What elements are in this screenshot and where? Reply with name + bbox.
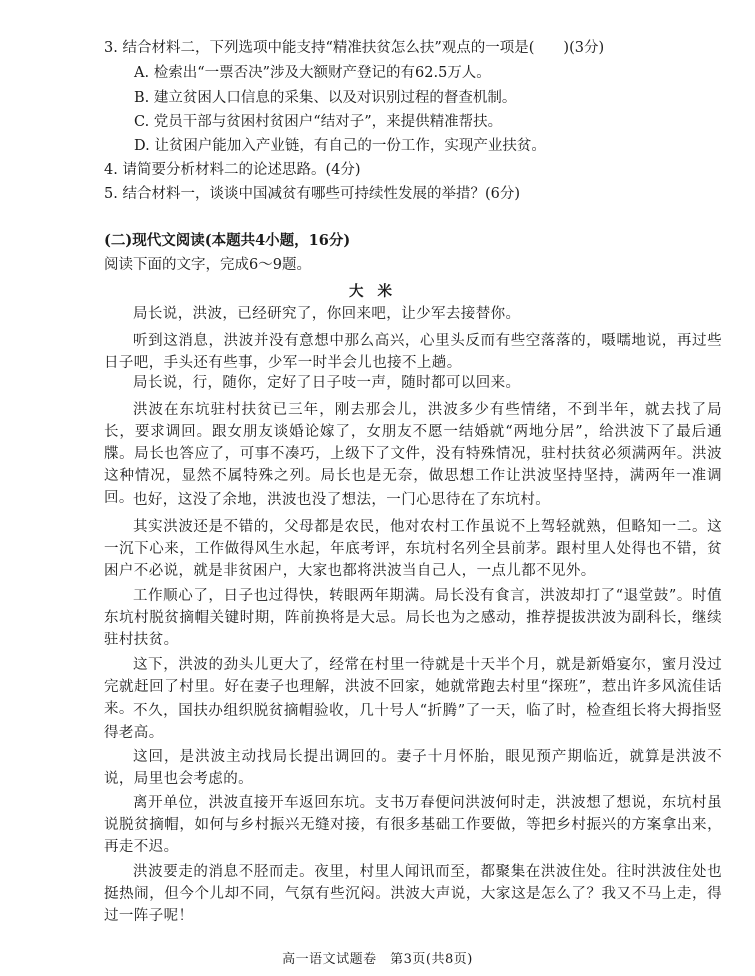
question-3: 3. 结合材料二，下列选项中能支持“精准扶贫怎么扶”观点的一项是( )(3分) <box>104 40 605 56</box>
option-d: D. 让贫困户能加入产业链，有自己的一份工作，实现产业扶贫。 <box>134 138 546 154</box>
question-5: 5. 结合材料一，谈谈中国减贫有哪些可持续性发展的举措？(6分) <box>104 186 520 202</box>
paragraph-7: 工作顺心了，日子也过得快，转眼两年期满。局长没有食言，洪波却打了“退堂鼓”。时值东坑村脱贫摘帽关键时期，阵前换将是大忌。局长也为之感动，推荐提拔洪波为副科长，继续驻村扶贫。 <box>104 588 722 648</box>
paragraph-8: 这下，洪波的劲头儿更大了，经常在村里一待就是十天半个月，就是新婚宴尔，蜜月没过完就赶回了村里。好在妻子也理解，洪波不回家，她就常跑去村里“探班”，惹出许多风流佳话来。 <box>104 657 722 717</box>
page-footer: 高一语文试题卷 第3页(共8页) <box>282 952 473 967</box>
option-b: B. 建立贫困人口信息的采集、以及对识别过程的督查机制。 <box>134 90 517 106</box>
section-heading: (二)现代文阅读(本题共4小题，16分) <box>104 232 351 249</box>
paragraph-11: 离开单位，洪波直接开车返回东坑。支书万春便问洪波何时走，洪波想了想说，东坑村虽说脱贫摘帽，如何与乡村振兴无缝对接，有很多基础工作要做，等把乡村振兴的方案拿出来，再走不迟。 <box>104 795 722 855</box>
paragraph-9: 不久，国扶办组织脱贫摘帽验收，几十号人“折腾”了一天，临了时，检查组长将大拇指竖得老高。 <box>104 703 722 741</box>
option-a: A. 检索出“一票否决”涉及大额财产登记的有62.5万人。 <box>134 65 491 81</box>
paragraph-12: 洪波要走的消息不胫而走。夜里，村里人闻讯而至，都聚集在洪波住处。往时洪波住处也挺热闹，但今个儿却不同，气氛有些沉闷。洪波大声说，大家这是怎么了？我又不马上走，得过一阵子呢！ <box>104 864 722 924</box>
option-c: C. 党员干部与贫困村贫困户“结对子”，来提供精准帮扶。 <box>134 114 503 130</box>
paragraph-4: 洪波在东坑驻村扶贫已三年，刚去那会儿，洪波多少有些情绪，不到半年，就去找了局长，要求调回。跟女朋友谈婚论嫁了，女朋友不愿一结婚就“两地分居”，给洪波下了最后通牒。局长也答应了，可事不凑巧，上级下了文件，没有特殊情况，驻村扶贫必须满两年。洪波这种情况，显然不属特殊之列。局长也是无奈，做思想工作让洪波坚持坚持，满两年一准调回。 <box>104 402 722 506</box>
paragraph-10: 这回，是洪波主动找局长提出调回的。妻子十月怀胎，眼见预产期临近，就算是洪波不说，局里也会考虑的。 <box>104 749 722 787</box>
paragraph-6: 其实洪波还是不错的，父母都是农民，他对农村工作虽说不上驾轻就熟，但略知一二。这一沉下心来，工作做得风生水起，年底考评，东坑村名列全县前茅。跟村里人处得也不错，贫困户不必说，就是非贫困户，大家也都将洪波当自己人，一点儿都不见外。 <box>104 519 722 579</box>
article-title: 大米 <box>349 283 406 300</box>
section-instruction: 阅读下面的文字，完成6～9题。 <box>104 257 311 273</box>
paragraph-5: 也好，这没了余地，洪波也没了想法，一门心思待在了东坑村。 <box>133 492 551 508</box>
paragraph-2: 听到这消息，洪波并没有意想中那么高兴，心里头反而有些空落落的，嗫嚅地说，再过些日子吧，手头还有些事，少军一时半会儿也接不上趟。 <box>104 333 722 371</box>
paragraph-3: 局长说，行，随你，定好了日子吱一声，随时都可以回来。 <box>133 375 521 391</box>
question-4: 4. 请简要分析材料二的论述思路。(4分) <box>104 162 361 178</box>
paragraph-1: 局长说，洪波，已经研究了，你回来吧，让少军去接替你。 <box>133 306 521 322</box>
